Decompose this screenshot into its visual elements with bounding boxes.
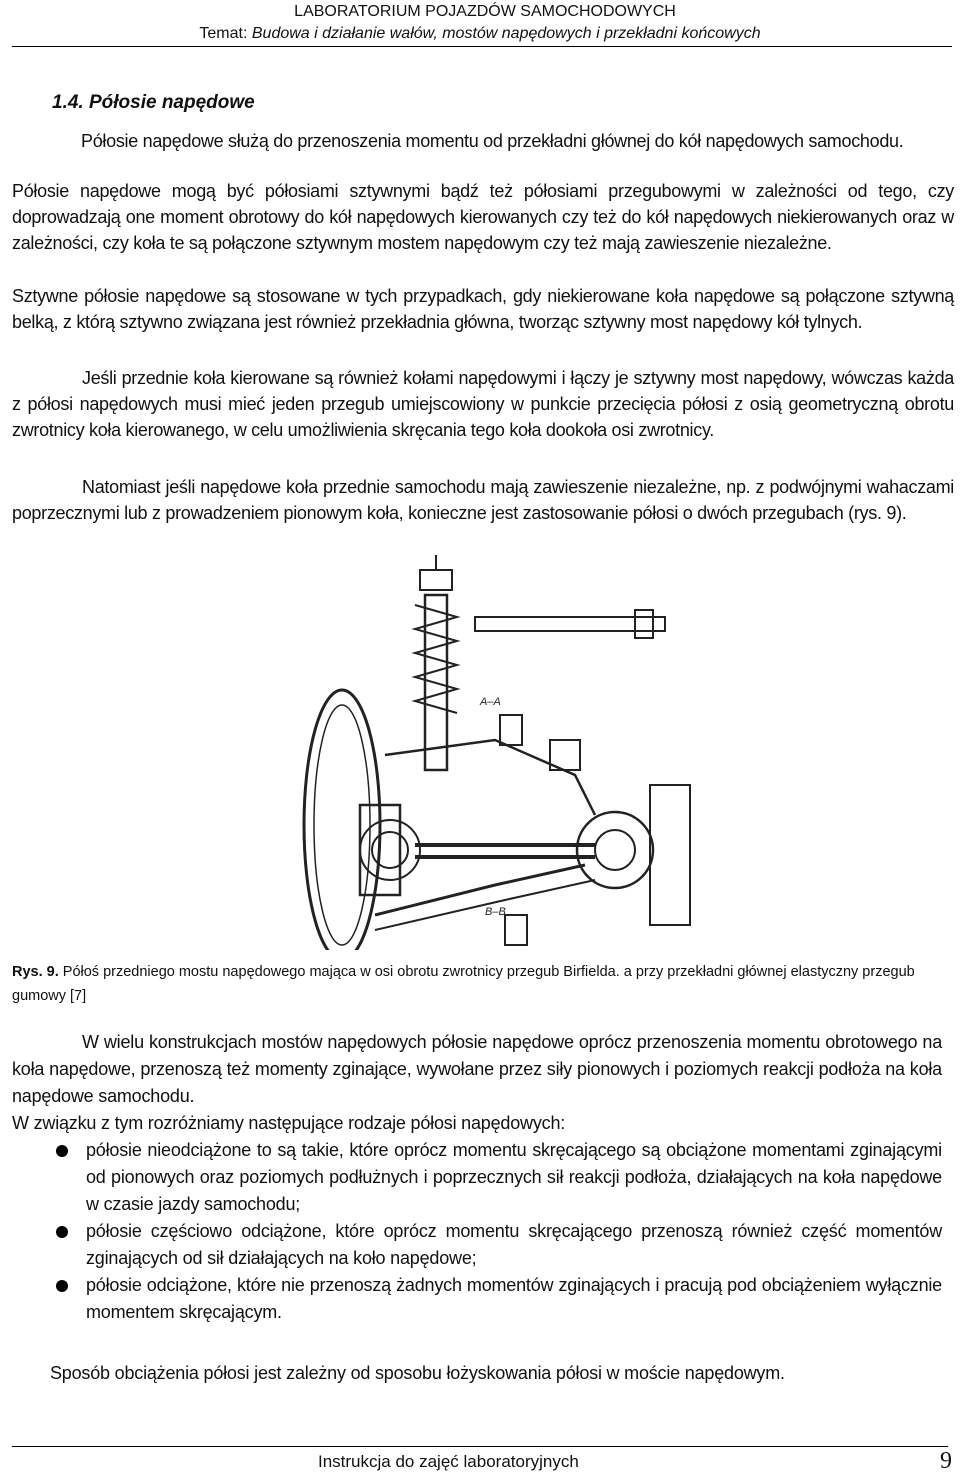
paragraph-5: Natomiast jeśli napędowe koła przednie samochodu mają zawieszenie niezależne, np. z podwójnymi wahaczami poprzecznymi lub z prowadzeniem pionowym koła, konieczne jest zastosowanie półosi o dwóch przegubach (rys. 9). (12, 477, 954, 523)
header-lab-title: LABORATORIUM POJAZDÓW SAMOCHODOWYCH (294, 3, 676, 20)
paragraph-7: W związku z tym rozróżniamy następujące rodzaje półosi napędowych: (12, 1113, 566, 1133)
closing-paragraph: Sposób obciążenia półosi jest zależny od sposobu łożyskowania półosi w moście napędowym. (50, 1363, 785, 1383)
header-topic: Temat: Budowa i działanie wałów, mostów napędowych i przekładni końcowych (199, 25, 761, 42)
footer-text: Instrukcja do zajęć laboratoryjnych (318, 1452, 579, 1471)
section-label-bb: B–B (485, 906, 506, 918)
bullet-item-3: półosie odciążone, które nie przenoszą żadnych momentów zginających i pracują pod obciążeniem wyłącznie momentem skręcającym. (86, 1275, 942, 1322)
header-topic-title: Budowa i działanie wałów, mostów napędowych i przekładni końcowych (251, 25, 761, 42)
bullet-marker (56, 1226, 68, 1238)
figure-caption-text: Półoś przedniego mostu napędowego mająca w osi obrotu zwrotnicy przegub Birfielda. a przy przekładni głównej elastyczny przegub gumowy [7] (12, 964, 915, 1004)
header-rule (12, 46, 952, 47)
section-heading: 1.4. Półosie napędowe (52, 92, 255, 113)
figure-caption (12, 960, 954, 1008)
paragraph-2: Półosie napędowe mogą być półosiami sztywnymi bądź też półosiami przegubowymi w zależności od tego, czy doprowadzają one moment obrotowy do kół napędowych kierowanych czy też do kół napędowych niekierowanych oraz w zależności, czy koła te są połączone sztywnym mostem napędowym czy też mają zawieszenie niezależne. (12, 181, 954, 253)
paragraph-6: W wielu konstrukcjach mostów napędowych półosie napędowe oprócz przenoszenia momentu obrotowego na koła napędowe, przenoszą też momenty zginające, wywołane przez siły pionowych i poziomych reakcji podłoża na koła napędowe samochodu. (12, 1032, 942, 1106)
section-label-aa: A–A (480, 696, 501, 708)
paragraph-1: Półosie napędowe służą do przenoszenia momentu od przekładni głównej do kół napędowych samochodu. (81, 131, 904, 151)
bullet-marker (56, 1145, 68, 1157)
page-number: 9 (940, 1448, 952, 1474)
paragraph-4: Jeśli przednie koła kierowane są również kołami napędowymi i łączy je sztywny most napędowy, wówczas każda z półosi napędowych musi mieć jeden przegub umiejscowiony w punkcie przecięcia półosi z osią geometryczną obrotu zwrotnicy koła kierowanego, w celu umożliwienia skręcania tego koła dookoła osi zwrotnicy. (12, 368, 954, 440)
figure-caption-label: Rys. 9. (12, 964, 59, 980)
footer-rule (12, 1446, 948, 1447)
paragraph-3: Sztywne półosie napędowe są stosowane w tych przypadkach, gdy niekierowane koła napędowe są połączone sztywną belką, z którą sztywno związana jest również przekładnia główna, tworząc sztywny most napędowy kół tylnych. (12, 286, 954, 332)
bullet-item-2: półosie częściowo odciążone, które oprócz momentu skręcającego przenoszą również część momentów zginających od sił działających na koło napędowe; (86, 1221, 942, 1268)
half-shaft-technical-drawing (295, 555, 695, 950)
bullet-marker (56, 1280, 68, 1292)
bullet-item-1: półosie nieodciążone to są takie, które oprócz momentu skręcającego są obciążone momentami zginającymi od pionowych oraz poziomych podłużnych i poprzecznych sił reakcji podłoża, działających na koła napędowe w czasie jazdy samochodu; (86, 1140, 942, 1214)
